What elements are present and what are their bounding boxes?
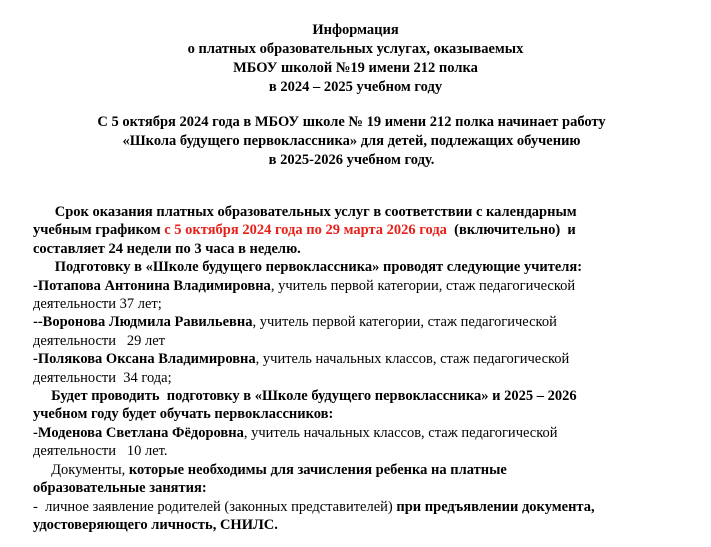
teacher-prefix: - xyxy=(33,351,38,368)
documents-line: образовательные занятия: xyxy=(33,480,207,497)
documents-label: Документы, xyxy=(33,461,129,478)
announcement-line: «Школа будущего первоклассника» для детей, подлежащих обучению xyxy=(122,133,581,149)
teacher-prefix: -- xyxy=(33,314,43,331)
teacher-line xyxy=(33,313,683,331)
term-text: (включительно) и xyxy=(446,222,576,239)
documents-item xyxy=(33,498,683,516)
teacher-prefix: - xyxy=(33,277,38,294)
documents-item-bold: при предъявлении документа, xyxy=(396,498,595,515)
teacher-name: Потапова Антонина Владимировна xyxy=(37,277,271,294)
term-paragraph xyxy=(33,203,683,258)
documents-line xyxy=(33,461,683,479)
term-text: учебным графиком xyxy=(33,222,165,239)
teacher-name: Полякова Оксана Владимировна xyxy=(37,351,256,368)
teacher-details: , учитель первой категории, стаж педагогической xyxy=(252,314,557,331)
teacher-prefix: - xyxy=(33,424,38,441)
document-body xyxy=(33,203,683,534)
teacher-experience: деятельности 37 лет; xyxy=(33,296,162,313)
teacher-entry xyxy=(33,350,683,387)
teacher-experience: деятельности 29 лет xyxy=(33,332,166,349)
term-line xyxy=(33,221,683,239)
teacher-details: , учитель начальных классов, стаж педагогической xyxy=(243,424,558,441)
documents-item-text: - личное заявление родителей (законных представителей) xyxy=(33,498,397,515)
term-line: составляет 24 недели по 3 часа в неделю. xyxy=(33,240,301,257)
teacher-line xyxy=(33,350,683,368)
term-line: Срок оказания платных образовательных услуг в соответствии с календарным xyxy=(33,204,577,220)
teachers-heading: Подготовку в «Школе будущего первоклассника» проводят следующие учителя: xyxy=(33,259,583,276)
teacher-details: , учитель начальных классов, стаж педагогической xyxy=(255,351,570,368)
announcement-line: в 2025-2026 учебном году. xyxy=(268,152,435,168)
title-line: в 2024 – 2025 учебном году xyxy=(268,79,443,95)
teacher-name: Моденова Светлана Фёдоровна xyxy=(37,424,244,441)
announcement xyxy=(0,113,707,170)
teacher-experience: деятельности 10 лет. xyxy=(33,443,168,460)
teacher-entry xyxy=(33,313,683,350)
documents-text: которые необходимы для зачисления ребенка на платные xyxy=(128,461,507,478)
teacher-name: Воронова Людмила Равильевна xyxy=(42,314,253,331)
announcement-line: С 5 октября 2024 года в МБОУ школе № 19 имени 212 полка начинает работу xyxy=(97,114,606,130)
documents-item: удостоверяющего личность, СНИЛС. xyxy=(33,516,278,533)
future-heading xyxy=(33,387,683,424)
teacher-entry xyxy=(33,277,683,314)
teacher-experience: деятельности 34 года; xyxy=(33,369,172,386)
teacher-details: , учитель первой категории, стаж педагогической xyxy=(270,277,576,294)
title-line: МБОУ школой №19 имени 212 полка xyxy=(233,60,478,76)
title-line: Информация xyxy=(312,22,399,38)
future-heading-line: Будет проводить подготовку в «Школе будущего первоклассника» и 2025 – 2026 xyxy=(33,388,577,405)
documents-paragraph xyxy=(33,461,683,535)
teacher-line xyxy=(33,277,683,295)
teacher-entry xyxy=(33,424,683,461)
future-heading-line: учебном году будет обучать первоклассников: xyxy=(33,406,334,423)
teacher-line xyxy=(33,424,683,442)
document-title xyxy=(0,21,711,97)
title-line: о платных образовательных услугах, оказываемых xyxy=(187,41,524,57)
term-dates: с 5 октября 2024 года по 29 марта 2026 года xyxy=(164,222,447,239)
